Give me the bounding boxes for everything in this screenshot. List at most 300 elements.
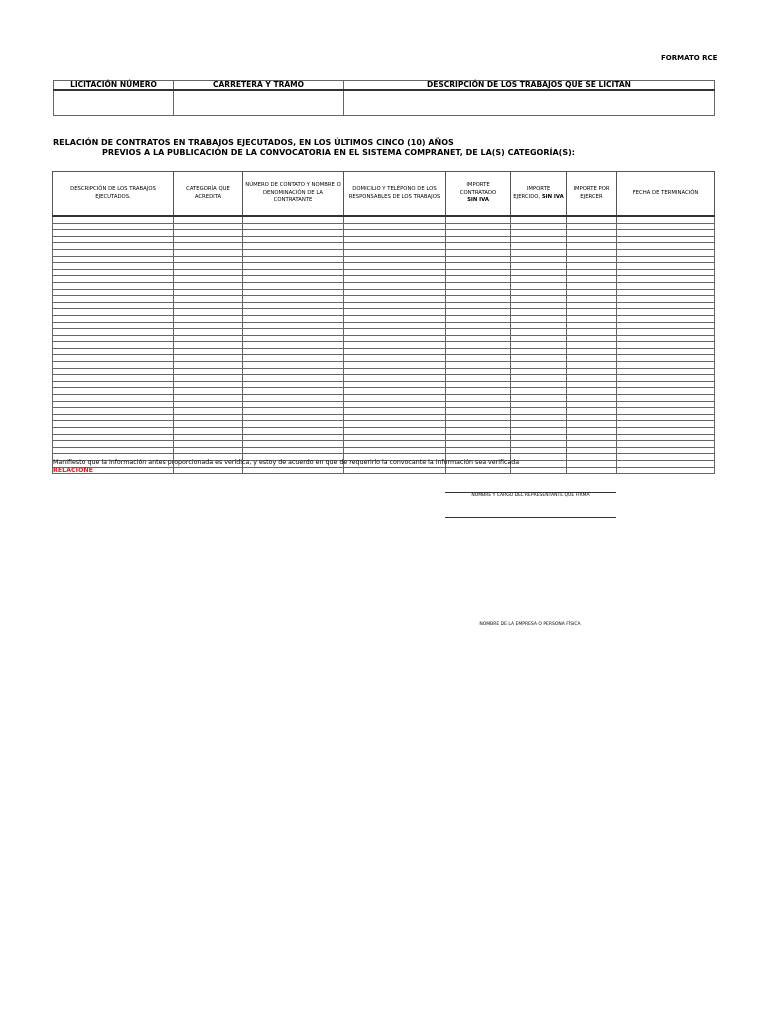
table-cell[interactable]: [617, 335, 715, 342]
table-cell[interactable]: [174, 309, 243, 316]
table-cell[interactable]: [617, 302, 715, 309]
table-cell[interactable]: [446, 401, 511, 408]
table-cell[interactable]: [617, 368, 715, 375]
table-cell[interactable]: [243, 223, 344, 230]
table-cell[interactable]: [174, 395, 243, 402]
table-cell[interactable]: [243, 329, 344, 336]
table-cell[interactable]: [567, 236, 617, 243]
table-cell[interactable]: [567, 216, 617, 223]
table-cell[interactable]: [53, 243, 174, 250]
table-cell[interactable]: [174, 249, 243, 256]
table-cell[interactable]: [243, 315, 344, 322]
table-cell[interactable]: [617, 289, 715, 296]
table-cell[interactable]: [511, 428, 567, 435]
table-cell[interactable]: [617, 388, 715, 395]
table-cell[interactable]: [243, 263, 344, 270]
table-cell[interactable]: [446, 335, 511, 342]
table-cell[interactable]: [243, 375, 344, 382]
table-cell[interactable]: [617, 460, 715, 467]
table-cell[interactable]: [344, 276, 446, 283]
table-cell[interactable]: [174, 282, 243, 289]
table-cell[interactable]: [617, 467, 715, 474]
table-cell[interactable]: [243, 401, 344, 408]
table-cell[interactable]: [174, 269, 243, 276]
table-cell[interactable]: [617, 348, 715, 355]
table-cell[interactable]: [567, 401, 617, 408]
table-cell[interactable]: [446, 388, 511, 395]
table-cell[interactable]: [567, 329, 617, 336]
table-cell[interactable]: [446, 256, 511, 263]
table-cell[interactable]: [53, 289, 174, 296]
table-cell[interactable]: [567, 315, 617, 322]
table-cell[interactable]: [567, 408, 617, 415]
table-cell[interactable]: [617, 414, 715, 421]
table-cell[interactable]: [243, 355, 344, 362]
table-cell[interactable]: [446, 315, 511, 322]
table-cell[interactable]: [446, 375, 511, 382]
table-cell[interactable]: [567, 289, 617, 296]
table-cell[interactable]: [446, 329, 511, 336]
table-cell[interactable]: [567, 256, 617, 263]
table-cell[interactable]: [53, 322, 174, 329]
table-cell[interactable]: [174, 276, 243, 283]
table-cell[interactable]: [174, 408, 243, 415]
table-cell[interactable]: [243, 414, 344, 421]
works-description-field[interactable]: [344, 90, 715, 116]
table-cell[interactable]: [53, 315, 174, 322]
table-cell[interactable]: [243, 309, 344, 316]
table-cell[interactable]: [446, 276, 511, 283]
table-cell[interactable]: [511, 223, 567, 230]
table-cell[interactable]: [53, 408, 174, 415]
table-cell[interactable]: [174, 414, 243, 421]
table-cell[interactable]: [511, 216, 567, 223]
table-cell[interactable]: [446, 348, 511, 355]
table-cell[interactable]: [617, 223, 715, 230]
table-cell[interactable]: [446, 441, 511, 448]
table-cell[interactable]: [53, 335, 174, 342]
table-cell[interactable]: [174, 230, 243, 237]
table-cell[interactable]: [344, 434, 446, 441]
table-cell[interactable]: [567, 249, 617, 256]
table-cell[interactable]: [53, 302, 174, 309]
table-cell[interactable]: [567, 348, 617, 355]
table-cell[interactable]: [174, 216, 243, 223]
table-cell[interactable]: [53, 414, 174, 421]
table-cell[interactable]: [174, 223, 243, 230]
table-cell[interactable]: [511, 355, 567, 362]
table-cell[interactable]: [511, 348, 567, 355]
table-cell[interactable]: [567, 362, 617, 369]
table-cell[interactable]: [511, 296, 567, 303]
table-cell[interactable]: [567, 243, 617, 250]
table-cell[interactable]: [617, 401, 715, 408]
table-cell[interactable]: [511, 256, 567, 263]
table-cell[interactable]: [243, 362, 344, 369]
table-cell[interactable]: [446, 368, 511, 375]
table-cell[interactable]: [567, 441, 617, 448]
table-cell[interactable]: [174, 441, 243, 448]
table-cell[interactable]: [446, 302, 511, 309]
table-cell[interactable]: [243, 249, 344, 256]
table-cell[interactable]: [446, 408, 511, 415]
table-cell[interactable]: [344, 230, 446, 237]
table-cell[interactable]: [53, 421, 174, 428]
table-cell[interactable]: [344, 348, 446, 355]
table-cell[interactable]: [567, 276, 617, 283]
table-cell[interactable]: [344, 421, 446, 428]
table-cell[interactable]: [617, 395, 715, 402]
table-cell[interactable]: [344, 282, 446, 289]
table-cell[interactable]: [174, 428, 243, 435]
table-cell[interactable]: [243, 269, 344, 276]
table-cell[interactable]: [243, 395, 344, 402]
table-cell[interactable]: [511, 236, 567, 243]
road-section-field[interactable]: [174, 90, 344, 116]
table-cell[interactable]: [53, 223, 174, 230]
table-cell[interactable]: [511, 388, 567, 395]
table-cell[interactable]: [243, 467, 344, 474]
table-cell[interactable]: [243, 342, 344, 349]
table-cell[interactable]: [53, 441, 174, 448]
table-cell[interactable]: [511, 401, 567, 408]
table-cell[interactable]: [617, 315, 715, 322]
table-cell[interactable]: [567, 447, 617, 454]
table-cell[interactable]: [511, 289, 567, 296]
table-cell[interactable]: [511, 230, 567, 237]
tender-number-field[interactable]: [54, 90, 174, 116]
table-cell[interactable]: [511, 276, 567, 283]
table-cell[interactable]: [567, 223, 617, 230]
table-cell[interactable]: [53, 249, 174, 256]
table-cell[interactable]: [617, 236, 715, 243]
table-cell[interactable]: [243, 289, 344, 296]
table-cell[interactable]: [174, 467, 243, 474]
table-cell[interactable]: [511, 309, 567, 316]
table-cell[interactable]: [344, 355, 446, 362]
table-cell[interactable]: [617, 434, 715, 441]
table-cell[interactable]: [174, 348, 243, 355]
table-cell[interactable]: [243, 368, 344, 375]
table-cell[interactable]: [174, 322, 243, 329]
table-cell[interactable]: [446, 447, 511, 454]
table-cell[interactable]: [53, 309, 174, 316]
table-cell[interactable]: [344, 467, 446, 474]
table-cell[interactable]: [567, 467, 617, 474]
table-cell[interactable]: [53, 296, 174, 303]
table-cell[interactable]: [617, 342, 715, 349]
table-cell[interactable]: [174, 263, 243, 270]
table-cell[interactable]: [617, 230, 715, 237]
table-cell[interactable]: [617, 309, 715, 316]
table-cell[interactable]: [567, 355, 617, 362]
table-cell[interactable]: [53, 388, 174, 395]
table-cell[interactable]: [617, 441, 715, 448]
table-cell[interactable]: [243, 216, 344, 223]
table-cell[interactable]: [243, 388, 344, 395]
table-cell[interactable]: [511, 467, 567, 474]
table-cell[interactable]: [617, 216, 715, 223]
table-cell[interactable]: [511, 447, 567, 454]
table-cell[interactable]: [174, 243, 243, 250]
table-cell[interactable]: [511, 315, 567, 322]
table-cell[interactable]: [567, 263, 617, 270]
table-cell[interactable]: [243, 243, 344, 250]
table-cell[interactable]: [344, 315, 446, 322]
table-cell[interactable]: [617, 408, 715, 415]
table-cell[interactable]: [53, 329, 174, 336]
table-cell[interactable]: [344, 243, 446, 250]
table-cell[interactable]: [567, 434, 617, 441]
table-cell[interactable]: [617, 322, 715, 329]
table-cell[interactable]: [53, 428, 174, 435]
table-cell[interactable]: [446, 223, 511, 230]
table-cell[interactable]: [446, 216, 511, 223]
table-cell[interactable]: [446, 289, 511, 296]
table-cell[interactable]: [174, 296, 243, 303]
table-cell[interactable]: [243, 335, 344, 342]
table-cell[interactable]: [511, 375, 567, 382]
table-cell[interactable]: [243, 447, 344, 454]
table-cell[interactable]: [344, 296, 446, 303]
table-cell[interactable]: [446, 236, 511, 243]
table-cell[interactable]: [243, 230, 344, 237]
table-cell[interactable]: [243, 302, 344, 309]
table-cell[interactable]: [446, 296, 511, 303]
table-cell[interactable]: [53, 256, 174, 263]
table-cell[interactable]: [53, 368, 174, 375]
table-cell[interactable]: [567, 368, 617, 375]
table-cell[interactable]: [174, 381, 243, 388]
table-cell[interactable]: [344, 236, 446, 243]
table-cell[interactable]: [344, 368, 446, 375]
table-cell[interactable]: [53, 269, 174, 276]
table-cell[interactable]: [446, 342, 511, 349]
table-cell[interactable]: [243, 408, 344, 415]
table-cell[interactable]: [174, 335, 243, 342]
table-cell[interactable]: [53, 230, 174, 237]
table-cell[interactable]: [446, 381, 511, 388]
table-cell[interactable]: [344, 395, 446, 402]
table-cell[interactable]: [344, 309, 446, 316]
table-cell[interactable]: [174, 342, 243, 349]
table-cell[interactable]: [174, 368, 243, 375]
table-cell[interactable]: [344, 428, 446, 435]
table-cell[interactable]: [174, 329, 243, 336]
table-cell[interactable]: [617, 249, 715, 256]
table-cell[interactable]: [617, 421, 715, 428]
table-cell[interactable]: [617, 381, 715, 388]
table-cell[interactable]: [567, 342, 617, 349]
table-cell[interactable]: [567, 296, 617, 303]
table-cell[interactable]: [174, 362, 243, 369]
table-cell[interactable]: [174, 401, 243, 408]
table-cell[interactable]: [617, 428, 715, 435]
table-cell[interactable]: [511, 322, 567, 329]
table-cell[interactable]: [511, 421, 567, 428]
table-cell[interactable]: [344, 269, 446, 276]
table-cell[interactable]: [617, 282, 715, 289]
table-cell[interactable]: [174, 289, 243, 296]
table-cell[interactable]: [567, 282, 617, 289]
table-cell[interactable]: [53, 375, 174, 382]
table-cell[interactable]: [53, 263, 174, 270]
table-cell[interactable]: [511, 302, 567, 309]
table-cell[interactable]: [53, 401, 174, 408]
table-cell[interactable]: [344, 216, 446, 223]
table-cell[interactable]: [344, 414, 446, 421]
table-cell[interactable]: [511, 342, 567, 349]
table-cell[interactable]: [53, 236, 174, 243]
table-cell[interactable]: [567, 388, 617, 395]
table-cell[interactable]: [174, 315, 243, 322]
table-cell[interactable]: [174, 447, 243, 454]
table-cell[interactable]: [344, 223, 446, 230]
table-cell[interactable]: [243, 434, 344, 441]
table-cell[interactable]: [174, 256, 243, 263]
table-cell[interactable]: [567, 421, 617, 428]
table-cell[interactable]: [511, 414, 567, 421]
table-cell[interactable]: [567, 428, 617, 435]
table-cell[interactable]: [53, 395, 174, 402]
table-cell[interactable]: [446, 322, 511, 329]
table-cell[interactable]: [344, 342, 446, 349]
table-cell[interactable]: [446, 434, 511, 441]
table-cell[interactable]: [511, 368, 567, 375]
table-cell[interactable]: [511, 408, 567, 415]
table-cell[interactable]: [511, 282, 567, 289]
table-cell[interactable]: [53, 381, 174, 388]
table-cell[interactable]: [446, 362, 511, 369]
table-cell[interactable]: [243, 381, 344, 388]
table-cell[interactable]: [617, 329, 715, 336]
table-cell[interactable]: [344, 302, 446, 309]
table-cell[interactable]: [511, 329, 567, 336]
table-cell[interactable]: [617, 256, 715, 263]
table-cell[interactable]: [446, 414, 511, 421]
table-cell[interactable]: [567, 309, 617, 316]
table-cell[interactable]: [243, 421, 344, 428]
table-cell[interactable]: [243, 276, 344, 283]
table-cell[interactable]: [617, 296, 715, 303]
table-cell[interactable]: [344, 447, 446, 454]
table-cell[interactable]: [243, 428, 344, 435]
table-cell[interactable]: [53, 362, 174, 369]
table-cell[interactable]: [53, 348, 174, 355]
table-cell[interactable]: [446, 269, 511, 276]
table-cell[interactable]: [174, 375, 243, 382]
table-cell[interactable]: [53, 216, 174, 223]
table-cell[interactable]: [344, 322, 446, 329]
table-cell[interactable]: [617, 269, 715, 276]
table-cell[interactable]: [446, 355, 511, 362]
table-cell[interactable]: [567, 302, 617, 309]
table-cell[interactable]: [617, 454, 715, 461]
table-cell[interactable]: [174, 434, 243, 441]
table-cell[interactable]: [243, 322, 344, 329]
table-cell[interactable]: [174, 236, 243, 243]
table-cell[interactable]: [511, 434, 567, 441]
table-cell[interactable]: [53, 342, 174, 349]
table-cell[interactable]: [243, 236, 344, 243]
table-cell[interactable]: [344, 381, 446, 388]
table-cell[interactable]: [174, 421, 243, 428]
table-cell[interactable]: [446, 282, 511, 289]
table-cell[interactable]: [446, 263, 511, 270]
table-cell[interactable]: [53, 276, 174, 283]
table-cell[interactable]: [53, 355, 174, 362]
table-cell[interactable]: [243, 282, 344, 289]
table-cell[interactable]: [344, 289, 446, 296]
table-cell[interactable]: [567, 381, 617, 388]
table-cell[interactable]: [446, 249, 511, 256]
table-cell[interactable]: [567, 335, 617, 342]
table-cell[interactable]: [53, 282, 174, 289]
table-cell[interactable]: [511, 269, 567, 276]
table-cell[interactable]: [446, 395, 511, 402]
table-cell[interactable]: [617, 447, 715, 454]
table-cell[interactable]: [511, 395, 567, 402]
table-cell[interactable]: [511, 441, 567, 448]
table-cell[interactable]: [174, 302, 243, 309]
table-cell[interactable]: [243, 256, 344, 263]
table-cell[interactable]: [446, 421, 511, 428]
table-cell[interactable]: [344, 401, 446, 408]
table-cell[interactable]: [617, 276, 715, 283]
table-cell[interactable]: [511, 243, 567, 250]
table-cell[interactable]: [446, 230, 511, 237]
table-cell[interactable]: [446, 428, 511, 435]
table-cell[interactable]: [344, 329, 446, 336]
table-cell[interactable]: [511, 362, 567, 369]
table-cell[interactable]: [511, 263, 567, 270]
table-cell[interactable]: [567, 322, 617, 329]
table-cell[interactable]: [344, 335, 446, 342]
table-cell[interactable]: [446, 309, 511, 316]
table-cell[interactable]: [567, 230, 617, 237]
table-cell[interactable]: [344, 256, 446, 263]
table-cell[interactable]: [243, 296, 344, 303]
table-cell[interactable]: [446, 467, 511, 474]
table-cell[interactable]: [243, 348, 344, 355]
table-cell[interactable]: [344, 249, 446, 256]
table-cell[interactable]: [567, 269, 617, 276]
table-cell[interactable]: [511, 381, 567, 388]
table-cell[interactable]: [511, 249, 567, 256]
table-cell[interactable]: [344, 441, 446, 448]
table-cell[interactable]: [567, 460, 617, 467]
table-cell[interactable]: [243, 441, 344, 448]
table-cell[interactable]: [617, 375, 715, 382]
table-cell[interactable]: [617, 362, 715, 369]
table-cell[interactable]: [344, 263, 446, 270]
table-cell[interactable]: [617, 355, 715, 362]
table-cell[interactable]: [344, 375, 446, 382]
table-cell[interactable]: [446, 243, 511, 250]
table-cell[interactable]: [53, 434, 174, 441]
table-cell[interactable]: [344, 362, 446, 369]
table-cell[interactable]: [617, 243, 715, 250]
table-cell[interactable]: [344, 388, 446, 395]
table-cell[interactable]: [174, 388, 243, 395]
table-cell[interactable]: [344, 408, 446, 415]
table-cell[interactable]: [53, 447, 174, 454]
table-cell[interactable]: [567, 395, 617, 402]
table-cell[interactable]: [567, 454, 617, 461]
table-cell[interactable]: [511, 335, 567, 342]
table-cell[interactable]: [617, 263, 715, 270]
table-cell[interactable]: [174, 355, 243, 362]
